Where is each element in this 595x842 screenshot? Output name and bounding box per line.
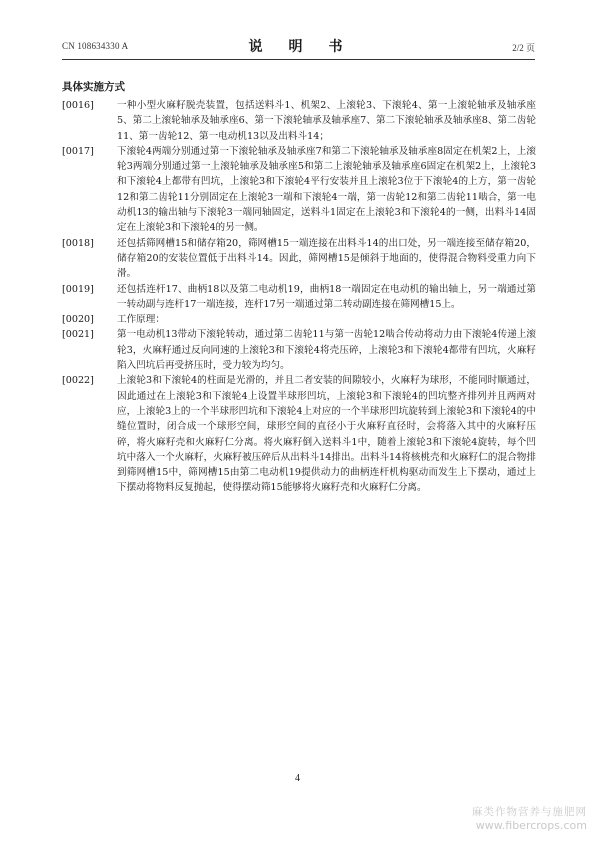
header-divider [62, 59, 535, 60]
paragraph-0016 [62, 98, 536, 144]
paragraph-number: [0018] [62, 237, 94, 249]
document-body [62, 80, 536, 496]
site-watermark [472, 806, 587, 832]
patent-number: CN 108634330 A [62, 41, 129, 51]
paragraph-number: [0019] [62, 283, 94, 295]
page-number: 4 [295, 773, 300, 784]
watermark-site-name: 麻类作物营养与施肥网 [472, 806, 587, 818]
paragraph-0019 [62, 282, 536, 313]
paragraph-text: 下滚轮4两端分别通过第一下滚轮轴承及轴承座7和第二下滚轮轴承及轴承座8固定在机架2上，上滚轮3两端分别通过第一上滚轮轴承及轴承座5和第二上滚轮轴承及轴承座6固定在机架2上，上滚轮3和下滚轮4上都带有凹坑，上滚轮3和下滚轮4平行安装并且上滚轮3位于下滚轮4的上方，第一齿轮12和第二齿轮11分别固定在上滚轮3一端和下滚轮4一端，第一齿轮12和第二齿轮11啮合，第一电动机13的输出轴与下滚轮3一端同轴固定，送料斗1固定在上滚轮3和下滚轮4的一侧，出料斗14固定在上滚轮3和下滚轮4的另一侧。 [117, 145, 536, 234]
paragraph-text: 还包括筛网槽15和储存箱20，筛网槽15一端连接在出料斗14的出口处，另一端连接至储存箱20，储存箱20的安装位置低于出料斗14。因此，筛网槽15是倾斜于地面的，使得混合物料受重力向下滑。 [117, 237, 536, 280]
paragraph-number: [0021] [62, 329, 94, 341]
paragraph-text: 还包括连杆17、曲柄18以及第二电动机19，曲柄18一端固定在电动机的输出轴上，另一端通过第一转动副与连杆17一端连接，连杆17另一端通过第二转动副连接在筛网槽15上。 [117, 283, 536, 310]
paragraph-0021 [62, 327, 536, 373]
paragraph-0022 [62, 373, 536, 495]
section-title: 具体实施方式 [62, 81, 125, 93]
paragraph-0017 [62, 144, 536, 236]
page-indicator: 2/2 页 [512, 43, 535, 53]
paragraph-number: [0017] [62, 145, 94, 157]
watermark-url: www.fibercrops.com [475, 819, 587, 832]
paragraph-number: [0020] [62, 314, 94, 326]
paragraph-text: 上滚轮3和下滚轮4的柱面是光滑的，并且二者安装的间隙较小，火麻籽为球形，不能同时顺通过，因此通过在上滚轮3和下滚轮4上设置半球形凹坑，上滚轮3和下滚轮4的凹坑整齐排列并且两两对应，上滚轮3上的一个半球形凹坑和下滚轮4上对应的一个半球形凹坑旋转到上滚轮3和下滚轮4的中缝位置时，闭合成一个球形空间，球形空间的直径小于火麻籽直径时，会将落入其中的火麻籽压碎，将火麻籽壳和火麻籽仁分离。将火麻籽倒入送料斗1中，随着上滚轮3和下滚轮4旋转，每个凹坑中落入一个火麻籽，火麻籽被压碎后从出料斗14排出。出料斗14将核桃壳和火麻籽仁的混合物排到筛网槽15中，筛网槽15由第二电动机19提供动力的曲柄连杆机构驱动而发生上下摆动，通过上下摆动将物料反复抛起，使得摆动筛15能够将火麻籽壳和火麻籽仁分离。 [117, 375, 536, 494]
page-header [62, 36, 535, 58]
paragraph-0018 [62, 236, 536, 282]
paragraph-number: [0016] [62, 100, 94, 111]
paragraph-text: 一种小型火麻籽脱壳装置，包括送料斗1、机架2、上滚轮3、下滚轮4、第一上滚轮轴承及轴承座5、第二上滚轮轴承及轴承座6、第一下滚轮轴承及轴承座7、第二下滚轮轴承及轴承座8、第二齿轮11、第一齿轮12、第一电动机13以及出料斗14； [117, 100, 536, 142]
document-title: 说 明 书 [248, 39, 349, 55]
paragraph-0020 [62, 312, 536, 327]
paragraph-text: 第一电动机13带动下滚轮转动，通过第二齿轮11与第一齿轮12啮合传动将动力由下滚轮4传递上滚轮3，火麻籽通过反向同速的上滚轮3和下滚轮4将壳压碎，上滚轮3和下滚轮4都带有凹坑，火麻籽陷入凹坑后再受挤压时，受力较为均匀。 [117, 329, 536, 372]
paragraph-number: [0022] [62, 375, 94, 387]
paragraph-text: 工作原理： [117, 314, 165, 326]
